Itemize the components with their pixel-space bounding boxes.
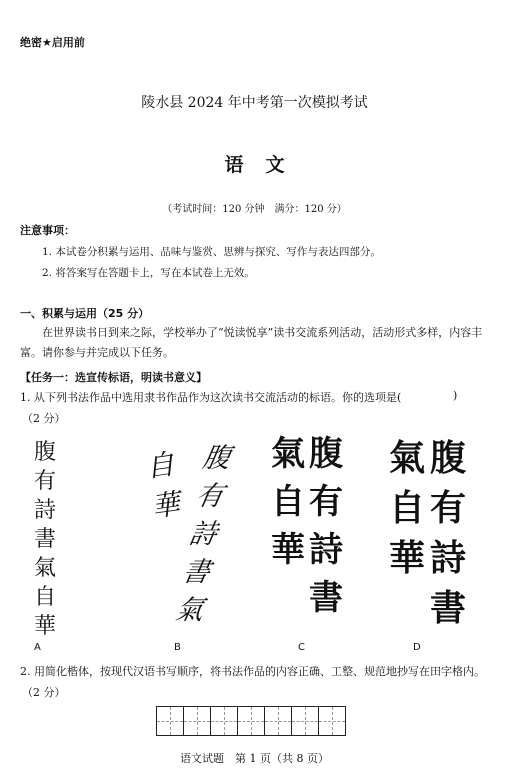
task-title: 【任务一：选宣传标语，明读书意义】 [20,371,207,384]
calligraphy-char: 氣 [33,556,56,581]
calligraphy-char: 有 [193,481,227,512]
answer-bracket-close: ) [453,389,458,402]
note-item: 2. 将答案写在答题卡上，写在本试卷上无效。 [42,267,255,279]
exam-info: （考试时间：120 分钟 满分：120 分） [162,204,347,215]
subject-title: 语文 [224,154,307,176]
calligraphy-char: 氣 [173,595,206,626]
calligraphy-char: 書 [309,578,343,618]
calligraphy-char: 腹 [200,443,233,474]
option-a-label: A [34,642,41,653]
note-item: 1. 本试卷分积累与运用、品味与鉴赏、思辨与探究、写作与表达四部分。 [42,246,381,258]
grid-cell[interactable] [184,707,211,735]
calligraphy-char: 華 [33,614,56,639]
calligraphy-option-d-col-left [386,434,428,584]
calligraphy-char: 有 [309,482,343,522]
section-title: 一、积累与运用（25 分） [20,307,150,320]
calligraphy-char: 詩 [429,538,466,579]
calligraphy-char: 腹 [33,440,56,465]
calligraphy-char: 自 [143,447,177,484]
option-c-label: C [298,642,305,653]
tianzige-grid[interactable] [156,706,346,736]
exam-title: 陵水县 2024 年中考第一次模拟考试 [141,95,368,111]
intro-paragraph: 在世界读书日到来之际，学校举办了“悦读悦享”读书交流系列活动，活动形式多样，内容丰富。请你参与并完成以下任务。 [20,326,483,359]
grid-cell[interactable] [265,707,292,735]
calligraphy-char: 有 [33,469,56,494]
page-footer: 语文试题 第 1 页（共 8 页） [180,752,329,765]
calligraphy-char: 腹 [309,434,343,474]
question-1-score: （2 分） [22,412,66,425]
calligraphy-char: 詩 [33,498,56,523]
calligraphy-char: 自 [33,585,56,610]
calligraphy-char: 氣 [271,434,305,474]
calligraphy-char: 書 [33,527,56,552]
grid-cell[interactable] [292,707,319,735]
calligraphy-char: 詩 [186,519,220,550]
calligraphy-option-d-col-right [426,434,470,634]
question-2-text: 2. 用简化楷体，按现代汉语书写顺序，将书法作品的内容正确、工整、规范地抄写在田字格内。 [20,665,485,678]
calligraphy-char: 詩 [309,530,343,570]
option-b-label: B [174,642,181,653]
question-1-text: 1. 从下列书法作品中选用隶书作品作为这次读书交流活动的标语。你的选项是( [20,391,402,404]
grid-cell[interactable] [238,707,265,735]
calligraphy-option-a [28,438,62,641]
question-2-score: （2 分） [22,686,66,699]
calligraphy-char: 氣 [388,438,425,479]
grid-cell[interactable] [157,707,184,735]
calligraphy-char: 自 [271,482,305,522]
calligraphy-option-c-col-left [268,430,308,574]
grid-cell[interactable] [211,707,238,735]
calligraphy-option-c-col-right [306,430,346,622]
calligraphy-char: 華 [271,530,305,570]
calligraphy-char: 華 [149,487,182,524]
confidential-label: 绝密★启用前 [20,36,85,49]
option-d-label: D [413,642,421,653]
calligraphy-char: 自 [388,488,425,529]
calligraphy-char: 腹 [429,438,466,479]
grid-cell[interactable] [319,707,345,735]
calligraphy-char: 書 [180,557,213,588]
calligraphy-option-b-col-left [141,444,186,528]
calligraphy-char: 書 [429,588,466,629]
calligraphy-option-b-col-right [167,440,239,630]
notes-title: 注意事项： [20,224,75,237]
calligraphy-char: 有 [429,488,466,529]
calligraphy-char: 華 [388,538,425,579]
